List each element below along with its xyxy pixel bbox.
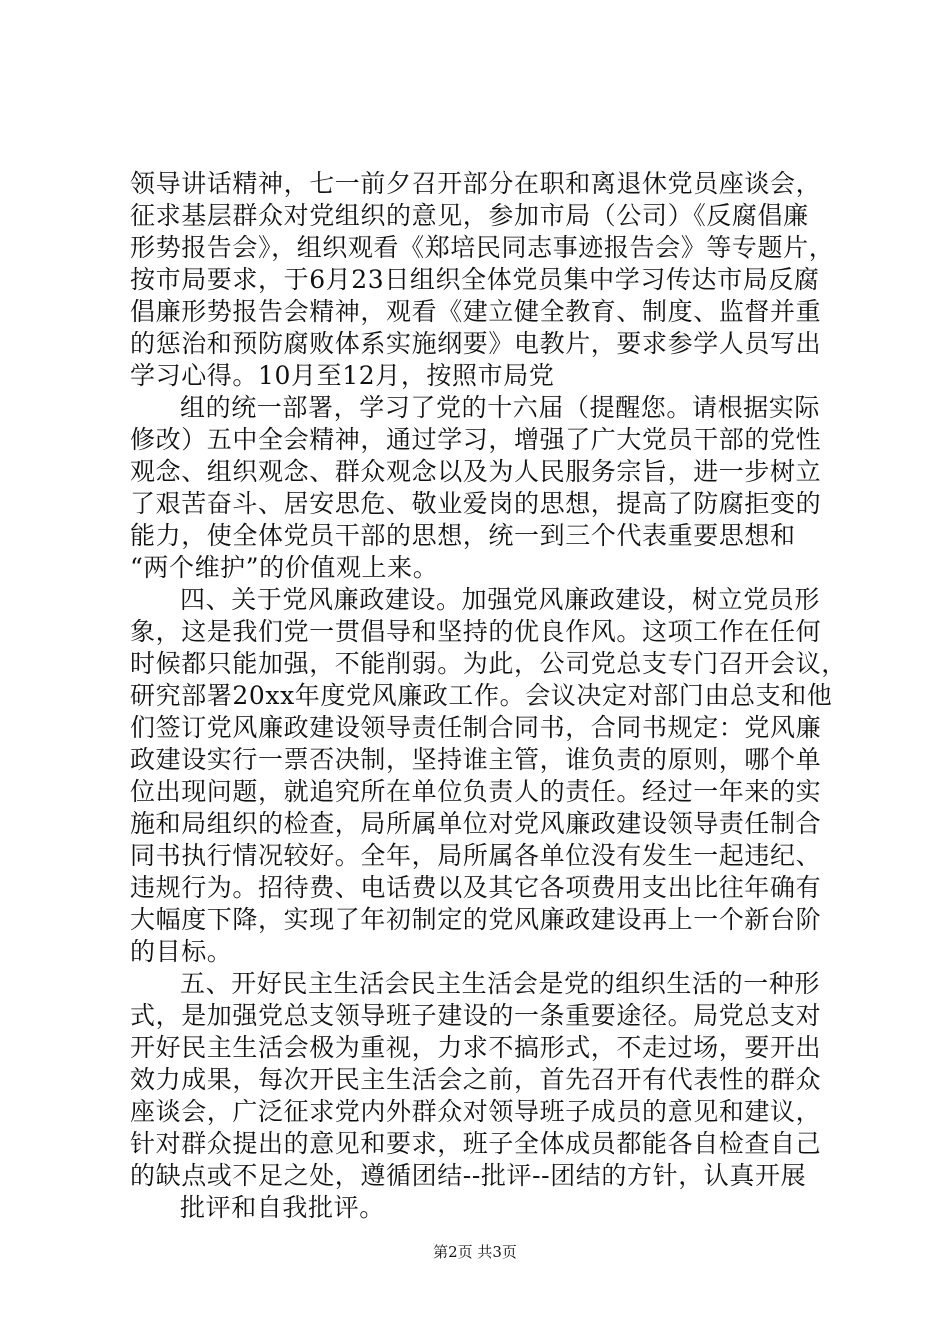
document-body — [130, 168, 847, 1224]
text-line: 式，是加强党总支领导班子建设的一条重要途径。局党总支对 — [130, 1001, 822, 1030]
text-line: 修改）五中全会精神，通过学习，增强了广大党员干部的党性 — [130, 425, 822, 454]
text-line: 大幅度下降，实现了年初制定的党风廉政建设再上一个新台阶 — [130, 905, 822, 934]
text-line: 同书执行情况较好。全年，局所属各单位没有发生一起违纪、 — [130, 841, 822, 870]
text-line: 政建设实行一票否决制，坚持谁主管，谁负责的原则，哪个单 — [130, 745, 822, 774]
text-line: 施和局组织的检查，局所属单位对党风廉政建设领导责任制合 — [130, 809, 822, 838]
text-line: 座谈会，广泛征求党内外群众对领导班子成员的意见和建议， — [130, 1097, 822, 1126]
text-line: 象，这是我们党一贯倡导和坚持的优良作风。这项工作在任何 — [130, 617, 822, 646]
text-line: 能力，使全体党员干部的思想，统一到三个代表重要思想和 — [130, 521, 796, 550]
text-line: 倡廉形势报告会精神，观看《建立健全教育、制度、监督并重 — [130, 297, 822, 326]
text-line: 的惩治和预防腐败体系实施纲要》电教片，要求参学人员写出 — [130, 329, 822, 358]
text-line: “两个维护”的价值观上来。 — [130, 553, 439, 582]
text-line: 针对群众提出的意见和要求，班子全体成员都能各自检查自己 — [130, 1129, 822, 1158]
text-line: 位出现问题，就追究所在单位负责人的责任。经过一年来的实 — [130, 777, 822, 806]
text-line: 的缺点或不足之处，遵循团结--批评--团结的方针，认真开展 — [130, 1161, 807, 1190]
text-line: 时候都只能加强，不能削弱。为此，公司党总支专门召开会议， — [130, 649, 847, 678]
text-line: 研究部署20xx年度党风廉政工作。会议决定对部门由总支和他 — [130, 681, 833, 710]
page-number-footer: 第2页 共3页 — [433, 1243, 517, 1261]
text-line: 开好民主生活会极为重视，力求不搞形式，不走过场，要开出 — [130, 1033, 822, 1062]
text-line: 违规行为。招待费、电话费以及其它各项费用支出比往年确有 — [130, 873, 822, 902]
text-line: 的目标。 — [130, 937, 233, 966]
text-line: 按市局要求，于6月23日组织全体党员集中学习传达市局反腐 — [130, 265, 820, 294]
text-line: 形势报告会》，组织观看《郑培民同志事迹报告会》等专题片， — [130, 233, 835, 262]
text-line: 效力成果，每次开民主生活会之前，首先召开有代表性的群众 — [130, 1065, 822, 1094]
text-line: 组的统一部署，学习了党的十六届（提醒您。请根据实际 — [180, 393, 821, 422]
text-line: 四、关于党风廉政建设。加强党风廉政建设，树立党员形 — [180, 585, 821, 614]
text-line: 了艰苦奋斗、居安思危、敬业爱岗的思想，提高了防腐拒变的 — [130, 489, 822, 518]
text-line: 观念、组织观念、群众观念以及为人民服务宗旨，进一步树立 — [130, 457, 822, 486]
text-line: 学习心得。10月至12月，按照市局党 — [130, 361, 555, 390]
text-line: 们签订党风廉政建设领导责任制合同书，合同书规定：党风廉 — [130, 713, 822, 742]
text-line: 领导讲话精神，七一前夕召开部分在职和离退休党员座谈会， — [130, 169, 822, 198]
text-line: 批评和自我批评。 — [180, 1193, 385, 1222]
text-line: 征求基层群众对党组织的意见，参加市局（公司）《反腐倡廉 — [130, 201, 809, 230]
text-line: 五、开好民主生活会民主生活会是党的组织生活的一种形 — [180, 969, 821, 998]
